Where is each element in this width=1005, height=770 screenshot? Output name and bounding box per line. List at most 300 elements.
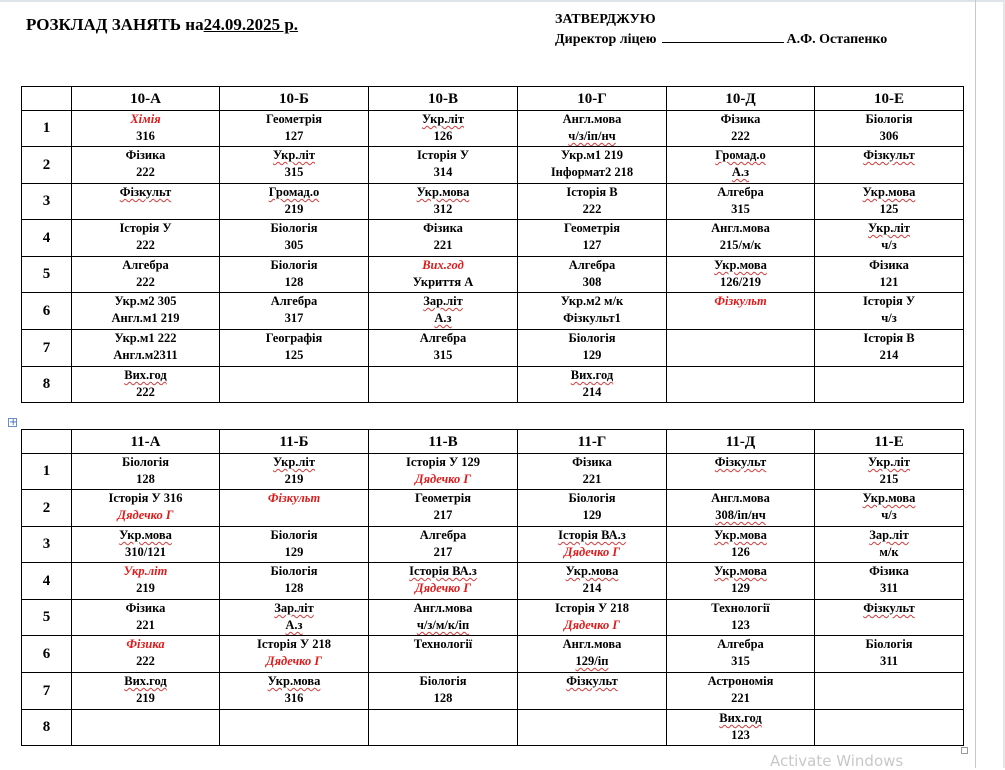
lesson-cell: [220, 527, 369, 563]
lesson-cell: [72, 367, 220, 403]
lesson-detail: 314: [433, 165, 453, 179]
lesson-subject: Біологія: [270, 528, 318, 542]
class-header: 11-Е: [815, 430, 964, 454]
lesson-cell: [369, 293, 518, 330]
lesson-subject: Укр.м1 219: [560, 148, 624, 162]
lesson-cell: [369, 454, 518, 490]
lesson-cell: [518, 147, 667, 184]
lesson-cell: [220, 111, 369, 147]
lesson-cell: [518, 293, 667, 330]
lesson-cell: [667, 600, 815, 636]
lesson-row: [22, 454, 964, 490]
lesson-subject: Історія У 129: [406, 455, 480, 469]
class-header: 10-Е: [815, 87, 964, 111]
lesson-detail: Укриття А: [412, 275, 474, 289]
lesson-detail: 128: [284, 581, 304, 595]
lesson-cell: [815, 636, 964, 673]
lesson-subject: Алгебра: [568, 258, 616, 272]
lesson-cell: [72, 257, 220, 293]
lesson-row: [22, 367, 964, 403]
lesson-detail: 128: [284, 275, 304, 289]
lesson-detail: 123: [731, 728, 750, 742]
lesson-row: [22, 184, 964, 220]
lesson-cell: [369, 330, 518, 367]
lesson-cell: [815, 600, 964, 636]
lesson-detail: 126/219: [720, 275, 761, 289]
lesson-subject: Укр.мова: [416, 185, 470, 199]
lesson-row: [22, 220, 964, 257]
lesson-detail: 221: [582, 472, 602, 486]
lesson-subject: Громад.о: [715, 148, 766, 162]
lesson-number: 6: [22, 636, 72, 673]
lesson-detail: 305: [284, 238, 304, 252]
window-top-edge: [0, 0, 1005, 2]
lesson-detail: 215: [879, 472, 899, 486]
class-header: 11-А: [72, 430, 220, 454]
lesson-row: [22, 293, 964, 330]
lesson-detail: 121: [879, 275, 899, 289]
lesson-cell: [72, 293, 220, 330]
lesson-detail: ч/з: [881, 311, 897, 325]
lesson-subject: Укр.літ: [272, 455, 316, 469]
lesson-subject: Фізика: [125, 601, 166, 615]
lesson-detail: 217: [433, 545, 453, 559]
lesson-cell: [518, 367, 667, 403]
lesson-detail: ч/з: [881, 508, 897, 522]
lesson-subject: Історія В: [863, 331, 915, 345]
lesson-cell: [72, 184, 220, 220]
page-title: [26, 15, 298, 35]
corner-cell: [22, 87, 72, 111]
lesson-subject: Фізика: [572, 455, 612, 469]
lesson-cell: [369, 220, 518, 257]
lesson-row: [22, 330, 964, 367]
lesson-cell: [518, 220, 667, 257]
lesson-cell: [667, 636, 815, 673]
lesson-subject: Фізика: [869, 564, 909, 578]
lesson-cell: [667, 330, 815, 367]
lesson-cell: [667, 257, 815, 293]
lesson-cell: [667, 527, 815, 563]
lesson-detail: 315: [731, 202, 750, 216]
lesson-subject: Укр.м1 222: [114, 331, 177, 345]
lesson-subject: Історія ВА.з: [409, 564, 477, 578]
lesson-cell: [667, 490, 815, 527]
lesson-cell: [220, 710, 369, 746]
lesson-detail: 127: [284, 129, 304, 143]
lesson-subject: Фізика: [423, 221, 463, 235]
lesson-detail: 129: [731, 581, 750, 595]
lesson-detail: 222: [136, 165, 155, 179]
lesson-detail: 315: [284, 165, 304, 179]
lesson-detail: 222: [136, 275, 155, 289]
lesson-detail: 217: [433, 508, 453, 522]
lesson-cell: [815, 710, 964, 746]
lesson-subject: Біологія: [865, 112, 913, 126]
lesson-detail: 222: [136, 238, 155, 252]
lesson-subject: Біологія: [865, 637, 913, 651]
lesson-detail: м/к: [879, 545, 899, 559]
lesson-row: [22, 111, 964, 147]
lesson-cell: [667, 454, 815, 490]
lesson-detail: 221: [731, 691, 750, 705]
lesson-subject: Укр.літ: [272, 148, 316, 162]
page-right-edge: [975, 0, 976, 768]
lesson-subject: Технології: [711, 601, 770, 615]
lesson-detail: 128: [433, 691, 453, 705]
lesson-detail: 214: [582, 385, 602, 399]
lesson-cell: [72, 673, 220, 710]
lesson-number: 8: [22, 710, 72, 746]
lesson-subject: Фізкульт: [714, 294, 767, 308]
lesson-cell: [369, 527, 518, 563]
lesson-subject: Історія У 218: [555, 601, 629, 615]
lesson-row: [22, 563, 964, 600]
lesson-number: 7: [22, 673, 72, 710]
lesson-cell: [518, 490, 667, 527]
lesson-detail: Дядечко Г: [415, 581, 471, 595]
approve-heading: ЗАТВЕРДЖУЮ: [555, 12, 656, 27]
lesson-cell: [72, 490, 220, 527]
lesson-detail: 317: [284, 311, 304, 325]
lesson-cell: [667, 673, 815, 710]
lesson-detail: 126: [433, 129, 453, 143]
table-header-row: [22, 430, 964, 454]
lesson-cell: [815, 490, 964, 527]
lesson-cell: [667, 147, 815, 184]
class-header: 11-Д: [667, 430, 815, 454]
lesson-cell: [369, 490, 518, 527]
lesson-subject: Історія В: [566, 185, 618, 199]
lesson-cell: [369, 710, 518, 746]
lesson-detail: Дядечко Г: [564, 618, 620, 632]
lesson-detail: 129: [582, 348, 602, 362]
lesson-detail: А.з: [285, 618, 303, 632]
lesson-subject: Укр.мова: [714, 564, 767, 578]
lesson-detail: 222: [136, 654, 155, 668]
lesson-cell: [369, 367, 518, 403]
lesson-detail: 316: [136, 129, 155, 143]
class-header: 10-В: [369, 87, 518, 111]
lesson-cell: [815, 454, 964, 490]
lesson-subject: Алгебра: [419, 528, 467, 542]
lesson-cell: [72, 563, 220, 600]
lesson-cell: [518, 600, 667, 636]
lesson-subject: Біологія: [568, 331, 616, 345]
lesson-cell: [369, 111, 518, 147]
lesson-number: 3: [22, 184, 72, 220]
lesson-cell: [667, 111, 815, 147]
corner-cell: [22, 430, 72, 454]
lesson-cell: [667, 563, 815, 600]
lesson-detail: Англ.м1 219: [111, 311, 180, 325]
lesson-subject: Хімія: [130, 112, 161, 126]
signature-line: [662, 30, 784, 43]
lesson-subject: Алгебра: [122, 258, 169, 272]
class-header: 10-Г: [518, 87, 667, 111]
lesson-subject: Біологія: [568, 491, 616, 505]
lesson-cell: [667, 710, 815, 746]
lesson-cell: [518, 710, 667, 746]
lesson-number: 7: [22, 330, 72, 367]
lesson-row: [22, 527, 964, 563]
lesson-subject: Зар.літ: [274, 601, 314, 615]
lesson-subject: Алгебра: [270, 294, 318, 308]
lesson-subject: Фізкульт: [267, 491, 321, 505]
lesson-cell: [518, 257, 667, 293]
class-header: 10-Б: [220, 87, 369, 111]
lesson-subject: Вих.год: [124, 368, 167, 382]
lesson-subject: Укр.м2 305: [114, 294, 177, 308]
lesson-cell: [667, 293, 815, 330]
lesson-cell: [220, 147, 369, 184]
lesson-subject: Геометрія: [563, 221, 621, 235]
lesson-subject: Англ.мова: [562, 637, 622, 651]
lesson-subject: Біологія: [122, 455, 169, 469]
lesson-detail: А.з: [731, 165, 750, 179]
class-header: 10-А: [72, 87, 220, 111]
lesson-subject: Геометрія: [265, 112, 323, 126]
lesson-cell: [518, 636, 667, 673]
lesson-subject: Історія У 316: [108, 491, 183, 505]
lesson-subject: Географія: [265, 331, 323, 345]
lesson-detail: Дядечко Г: [117, 508, 174, 522]
lesson-cell: [518, 454, 667, 490]
lesson-detail: 221: [433, 238, 453, 252]
lesson-cell: [518, 527, 667, 563]
lesson-detail: 221: [136, 618, 155, 632]
lesson-number: 2: [22, 490, 72, 527]
lesson-subject: Укр.мова: [267, 674, 321, 688]
lesson-subject: Фізика: [869, 258, 909, 272]
lesson-cell: [72, 636, 220, 673]
lesson-detail: 129: [284, 545, 304, 559]
lesson-subject: Громад.о: [268, 185, 320, 199]
lesson-detail: Фізкульт1: [563, 311, 621, 325]
lesson-row: [22, 710, 964, 746]
lesson-cell: [72, 111, 220, 147]
lesson-cell: [369, 257, 518, 293]
lesson-subject: Фізика: [125, 148, 166, 162]
lesson-cell: [518, 184, 667, 220]
lesson-subject: Біологія: [419, 674, 467, 688]
lesson-cell: [815, 563, 964, 600]
lesson-cell: [220, 184, 369, 220]
lesson-subject: Вих.год: [719, 711, 762, 725]
lesson-number: 5: [22, 600, 72, 636]
schedule-table-grade-10: [21, 86, 964, 403]
lesson-cell: [220, 563, 369, 600]
lesson-cell: [72, 527, 220, 563]
lesson-cell: [72, 454, 220, 490]
lesson-subject: Вих.год: [570, 368, 614, 382]
lesson-cell: [815, 184, 964, 220]
lesson-cell: [369, 563, 518, 600]
lesson-cell: [369, 600, 518, 636]
lesson-subject: Біологія: [270, 564, 318, 578]
lesson-detail: Інформат2 218: [550, 165, 634, 179]
activation-watermark: Activate Windows: [770, 752, 904, 770]
lesson-detail: 127: [582, 238, 602, 252]
lesson-subject: Історія У: [862, 294, 916, 308]
lesson-subject: Укр.мова: [862, 491, 916, 505]
lesson-cell: [815, 527, 964, 563]
lesson-subject: Фізкульт: [119, 185, 172, 199]
lesson-cell: [369, 636, 518, 673]
lesson-detail: 312: [433, 202, 453, 216]
lesson-subject: Фізика: [720, 112, 761, 126]
lesson-detail: 215/м/к: [719, 238, 762, 252]
lesson-detail: 308/іп/нч: [715, 508, 766, 522]
lesson-detail: ч/з: [881, 238, 897, 252]
title-prefix: РОЗКЛАД ЗАНЯТЬ на: [26, 15, 204, 34]
lesson-subject: Фізкульт: [714, 455, 767, 469]
lesson-detail: 125: [879, 202, 899, 216]
lesson-subject: Вих.год: [422, 258, 464, 272]
lesson-subject: Астрономія: [707, 674, 774, 688]
lesson-subject: Біологія: [270, 221, 318, 235]
lesson-detail: 219: [284, 202, 304, 216]
lesson-cell: [220, 293, 369, 330]
lesson-cell: [815, 293, 964, 330]
lesson-cell: [518, 330, 667, 367]
lesson-number: 8: [22, 367, 72, 403]
lesson-detail: 219: [136, 691, 155, 705]
lesson-cell: [667, 367, 815, 403]
lesson-detail: 315: [731, 654, 750, 668]
lesson-detail: 219: [136, 581, 155, 595]
lesson-subject: Історія У: [416, 148, 470, 162]
lesson-detail: 214: [879, 348, 899, 362]
lesson-row: [22, 257, 964, 293]
lesson-subject: Історія У: [119, 221, 172, 235]
lesson-cell: [815, 111, 964, 147]
class-header: 11-В: [369, 430, 518, 454]
lesson-detail: ч/з/м/к/іп: [416, 618, 470, 632]
class-header: 10-Д: [667, 87, 815, 111]
lesson-subject: Історія У 218: [257, 637, 331, 651]
lesson-subject: Фізкульт: [863, 601, 915, 615]
lesson-detail: Дядечко Г: [266, 654, 322, 668]
table-resize-handle[interactable]: [961, 747, 968, 754]
lesson-subject: Технології: [413, 637, 473, 651]
lesson-cell: [220, 636, 369, 673]
lesson-detail: 123: [731, 618, 750, 632]
lesson-cell: [369, 673, 518, 710]
lesson-cell: [72, 220, 220, 257]
schedule-table-grade-11: [21, 429, 964, 746]
schedule-date: 24.09.2025 р.: [203, 15, 299, 34]
lesson-cell: [72, 600, 220, 636]
lesson-number: 3: [22, 527, 72, 563]
lesson-subject: Біологія: [270, 258, 318, 272]
lesson-detail: 129/іп: [575, 654, 609, 668]
lesson-detail: ч/з/іп/нч: [568, 129, 616, 143]
lesson-subject: Історія ВА.з: [558, 528, 626, 542]
lesson-subject: Алгебра: [717, 185, 764, 199]
lesson-subject: Укр.мова: [565, 564, 619, 578]
lesson-detail: 129: [582, 508, 602, 522]
lesson-cell: [369, 147, 518, 184]
lesson-detail: 126: [731, 545, 750, 559]
director-label: Директор ліцею: [555, 32, 657, 47]
lesson-detail: 222: [136, 385, 155, 399]
lesson-subject: Алгебра: [717, 637, 764, 651]
lesson-cell: [667, 184, 815, 220]
lesson-detail: 222: [582, 202, 602, 216]
lesson-detail: 311: [879, 581, 899, 595]
lesson-subject: Геометрія: [414, 491, 472, 505]
lesson-subject: Фізкульт: [566, 674, 618, 688]
lesson-subject: Фізкульт: [863, 148, 915, 162]
lesson-subject: Англ.мова: [711, 221, 770, 235]
lesson-subject: Укр.літ: [123, 564, 168, 578]
lesson-row: [22, 147, 964, 184]
lesson-row: [22, 636, 964, 673]
lesson-detail: 316: [284, 691, 304, 705]
lesson-row: [22, 490, 964, 527]
lesson-cell: [815, 673, 964, 710]
class-header: 11-Г: [518, 430, 667, 454]
lesson-cell: [518, 111, 667, 147]
lesson-subject: Зар.літ: [869, 528, 909, 542]
lesson-cell: [220, 330, 369, 367]
lesson-cell: [72, 710, 220, 746]
director-name: А.Ф. Остапенко: [786, 32, 888, 47]
lesson-detail: Англ.м2311: [113, 348, 178, 362]
approval-block: [555, 10, 887, 50]
lesson-subject: Англ.мова: [711, 491, 770, 505]
lesson-row: [22, 673, 964, 710]
lesson-cell: [815, 257, 964, 293]
lesson-cell: [220, 490, 369, 527]
lesson-subject: Укр.мова: [119, 528, 172, 542]
lesson-detail: 214: [582, 581, 602, 595]
lesson-number: 4: [22, 220, 72, 257]
lesson-detail: 315: [433, 348, 453, 362]
table-move-handle[interactable]: +: [9, 417, 18, 428]
lesson-subject: Укр.літ: [867, 221, 911, 235]
lesson-cell: [220, 600, 369, 636]
lesson-cell: [220, 673, 369, 710]
director-line: [555, 30, 887, 50]
table-header-row: [22, 87, 964, 111]
lesson-row: [22, 600, 964, 636]
lesson-subject: Укр.мова: [714, 258, 767, 272]
lesson-number: 5: [22, 257, 72, 293]
lesson-subject: Укр.мова: [714, 528, 767, 542]
lesson-cell: [220, 257, 369, 293]
lesson-detail: 310/121: [125, 545, 166, 559]
lesson-detail: 311: [879, 654, 899, 668]
lesson-subject: Алгебра: [419, 331, 467, 345]
lesson-cell: [369, 184, 518, 220]
lesson-number: 6: [22, 293, 72, 330]
lesson-detail: А.з: [434, 311, 452, 325]
lesson-detail: 222: [731, 129, 750, 143]
lesson-detail: 308: [582, 275, 602, 289]
lesson-detail: 128: [136, 472, 155, 486]
lesson-subject: Зар.літ: [423, 294, 463, 308]
lesson-detail: Дядечко Г: [415, 472, 471, 486]
lesson-cell: [518, 673, 667, 710]
lesson-cell: [815, 147, 964, 184]
lesson-cell: [815, 330, 964, 367]
lesson-cell: [815, 367, 964, 403]
lesson-subject: Англ.мова: [562, 112, 622, 126]
lesson-cell: [220, 454, 369, 490]
lesson-detail: 125: [284, 348, 304, 362]
